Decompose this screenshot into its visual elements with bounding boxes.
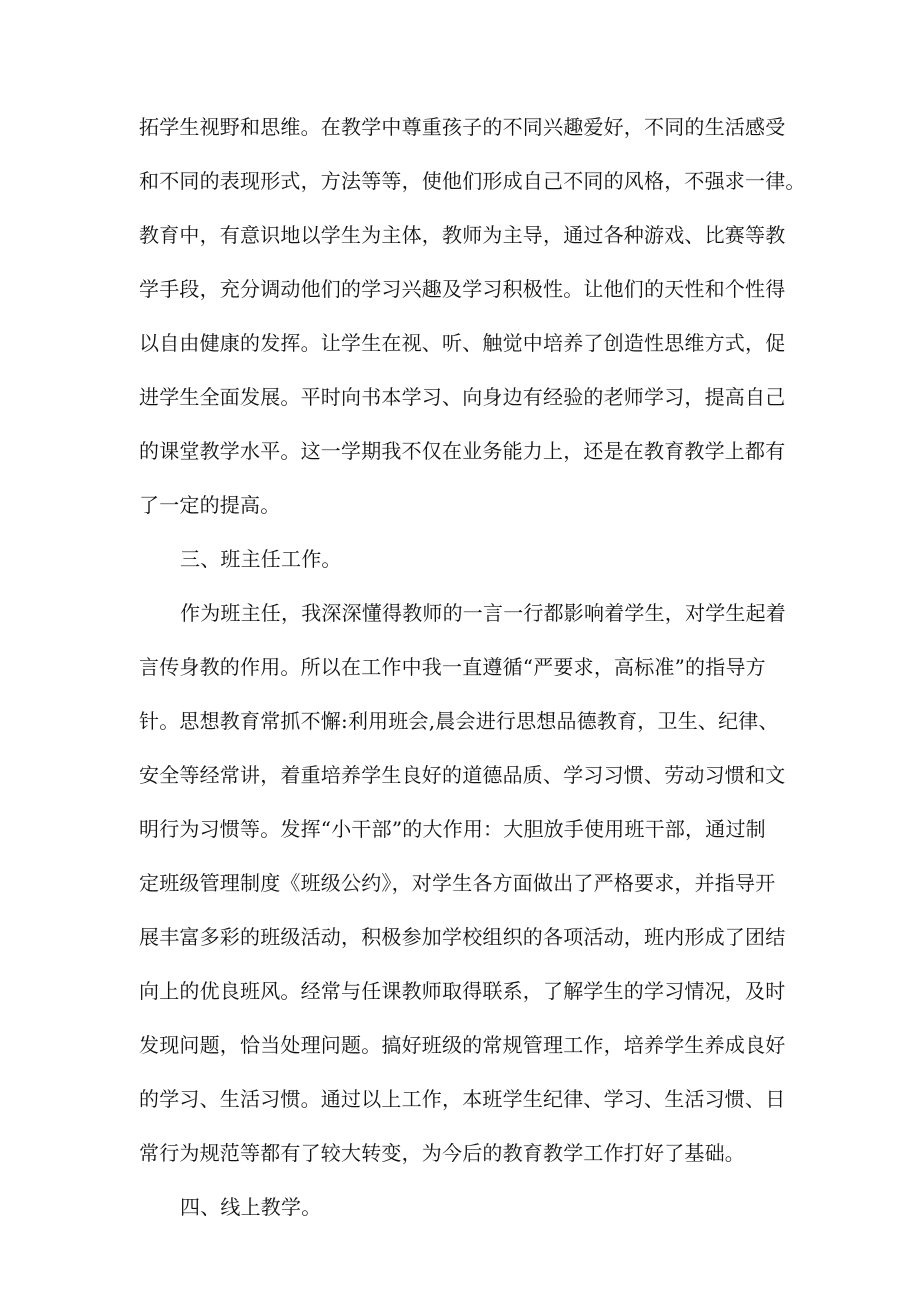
paragraph-line: 进学生全面发展。平时向书本学习、向身边有经验的老师学习，提高自己: [139, 385, 786, 409]
paragraph-line: 明行为习惯等。发挥“小干部”的大作用：大胆放手使用班干部，通过制: [139, 817, 766, 841]
paragraph-line: 以自由健康的发挥。让学生在视、听、触觉中培养了创造性思维方式，促: [139, 331, 786, 355]
paragraph-line: 向上的优良班风。经常与任课教师取得联系，了解学生的学习情况，及时: [139, 979, 786, 1003]
paragraph-line: 作为班主任，我深深懂得教师的一言一行都影响着学生，对学生起着: [180, 601, 786, 625]
paragraph-line: 展丰富多彩的班级活动，积极参加学校组织的各项活动，班内形成了团结: [139, 925, 786, 949]
paragraph-line: 定班级管理制度《班级公约》，对学生各方面做出了严格要求，并指导开: [139, 871, 776, 895]
section-heading-3: 三、班主任工作。: [180, 547, 342, 571]
paragraph-line: 针。思想教育常抓不懈:利用班会,晨会进行思想品德教育，卫生、纪律、: [139, 709, 779, 733]
paragraph-line: 拓学生视野和思维。在教学中尊重孩子的不同兴趣爱好，不同的生活感受: [139, 115, 786, 139]
paragraph-line: 的学习、生活习惯。通过以上工作，本班学生纪律、学习、生活习惯、日: [139, 1087, 786, 1111]
paragraph-line: 和不同的表现形式，方法等等，使他们形成自己不同的风格，不强求一律。: [139, 169, 806, 193]
section-heading-4: 四、线上教学。: [180, 1195, 322, 1219]
paragraph-line: 的课堂教学水平。这一学期我不仅在业务能力上，还是在教育教学上都有: [139, 439, 786, 463]
paragraph-line: 学手段，充分调动他们的学习兴趣及学习积极性。让他们的天性和个性得: [139, 277, 786, 301]
paragraph-line: 常行为规范等都有了较大转变，为今后的教育教学工作打好了基础。: [139, 1141, 745, 1165]
paragraph-line: 言传身教的作用。所以在工作中我一直遵循“严要求，高标准”的指导方: [139, 655, 766, 679]
paragraph-line: 教育中，有意识地以学生为主体，教师为主导，通过各种游戏、比赛等教: [139, 223, 786, 247]
paragraph-line: 发现问题，恰当处理问题。搞好班级的常规管理工作，培养学生养成良好: [139, 1033, 786, 1057]
paragraph-line: 安全等经常讲，着重培养学生良好的道德品质、学习习惯、劳动习惯和文: [139, 763, 786, 787]
paragraph-line: 了一定的提高。: [139, 493, 281, 517]
